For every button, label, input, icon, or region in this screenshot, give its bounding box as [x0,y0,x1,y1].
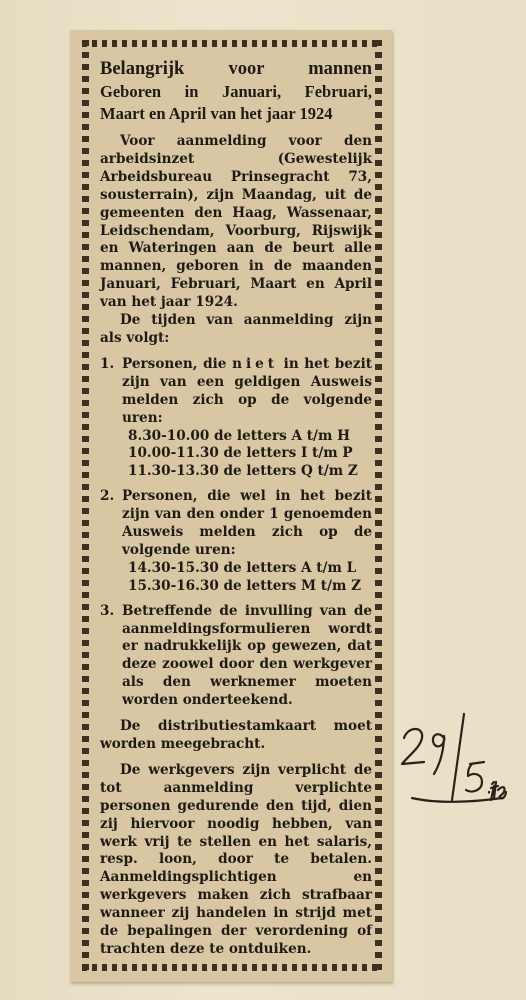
schedule-row: 8.30-10.00 de letters A t/m H [128,427,350,444]
dashed-border-left [82,40,89,971]
dashed-border-right [375,40,382,971]
intro-paragraph: Voor aanmelding voor den arbeidsinzet (Gewestelijk Arbeidsbureau Prinsegracht 73, sousterrain), zijn Maandag, uit de gemeenten den Haag, Wassenaar, Leidschendam, Voorburg, Rijswijk en Wateringen aan de beurt alle mannen, geboren in de maanden Januari, Februari, Maart en April van het jaar 1924. [100,133,372,311]
list-item [100,603,372,710]
list-item-text: Betreffende de invulling van de aanmeldingsformulieren wordt er nadrukkelijk op gewezen, dat deze zoowel door den werkgever als den werknemer moeten worden onderteekend. [122,602,372,709]
list-item-text-after: in het bezit zijn van een geldigen Ausweis melden zich op de volgende uren: [122,355,373,426]
schedule-row: 14.30-15.30 de letters A t/m L [128,559,357,576]
list-item-body [122,603,372,710]
emphasis-niet: niet [232,355,279,372]
article-subtitle-line2: Maart en April van het jaar 1924 [100,104,333,123]
schedule-row: 10.00-11.30 de letters I t/m P [128,445,353,462]
schedule-row: 11.30-13.30 de letters Q t/m Z [128,463,358,480]
list-item-number: 2. [100,488,115,505]
handwritten-date [398,712,508,804]
handwritten-date-signature [398,712,508,804]
article-title: Belangrijk voor mannen [100,59,372,79]
schedule-list [128,560,372,596]
times-intro-paragraph: De tijden van aanmelding zijn als volgt: [100,312,372,346]
employers-paragraph: De werkgevers zijn verplicht de tot aanmelding verplichte personen gedurende den tijd, dien zij hiervoor noodig hebben, van werk vrij te stellen en het salaris, resp. loon, door te betalen. Aanmeldingsplichtigen en werkgevers maken zich strafbaar wanneer zij handelen in strijd met de bepalingen der verordening of trachten deze te ontduiken. [100,761,372,957]
dashed-border-top [82,40,382,47]
article [100,58,372,959]
list-item [100,356,372,481]
schedule-list [128,428,372,482]
list-item-number: 1. [100,355,115,372]
distribution-paragraph: De distributiestamkaart moet worden meegebracht. [100,718,372,752]
list-item-body [122,356,372,481]
list-item-body [122,488,372,595]
registration-list [100,356,372,710]
dashed-border-bottom [82,964,382,971]
article-subtitle-line1: Geboren in Januari, Februari, [100,82,372,101]
list-item-text: Personen, die wel in het bezit zijn van den onder 1 genoemden Ausweis melden zich op de volgende uren: [122,488,372,558]
list-item-number: 3. [100,602,115,619]
list-item-text [122,356,372,428]
list-item-text-before: Personen, die [122,355,227,372]
list-item [100,488,372,595]
schedule-row: 15.30-16.30 de letters M t/m Z [128,577,362,594]
